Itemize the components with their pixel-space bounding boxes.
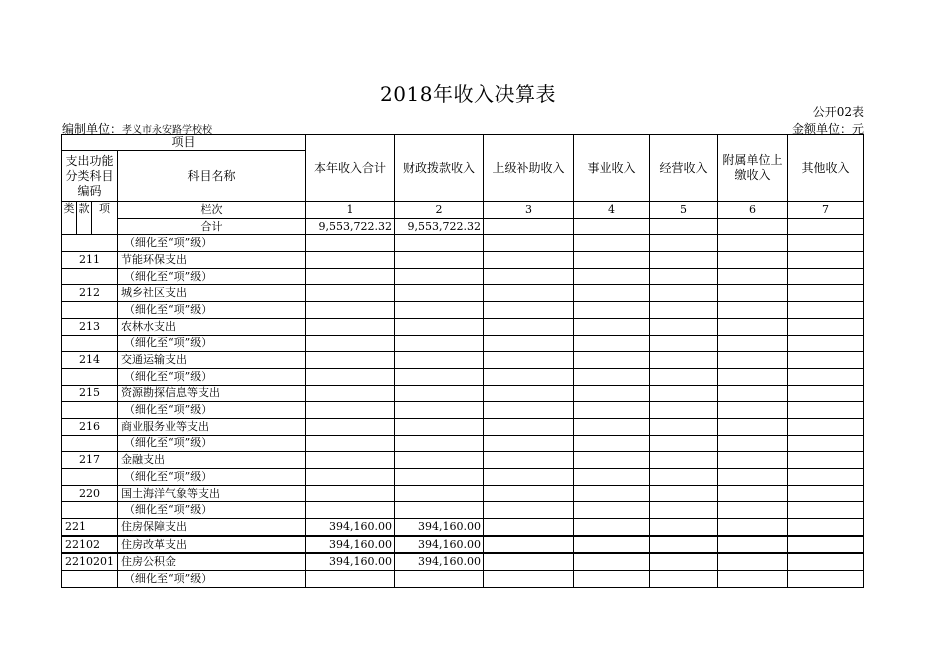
row-value-empty bbox=[650, 252, 718, 269]
row-value-fiscal bbox=[395, 402, 484, 419]
total-value bbox=[650, 218, 718, 235]
row-value-empty bbox=[574, 418, 650, 435]
row-value-empty bbox=[718, 452, 788, 469]
row-value-total bbox=[306, 418, 395, 435]
row-value-empty bbox=[574, 235, 650, 252]
row-value-empty bbox=[484, 368, 574, 385]
row-subject-name: 交通运输支出 bbox=[118, 352, 306, 369]
row-value-fiscal bbox=[395, 452, 484, 469]
table-row bbox=[62, 385, 864, 402]
row-value-fiscal bbox=[395, 435, 484, 452]
row-value-empty bbox=[718, 285, 788, 302]
table-row bbox=[62, 435, 864, 452]
row-subject-name: 住房公积金 bbox=[118, 553, 306, 570]
row-value-empty bbox=[650, 335, 718, 352]
row-value-empty bbox=[650, 285, 718, 302]
row-value-empty bbox=[484, 318, 574, 335]
row-value-empty bbox=[788, 385, 864, 402]
row-subject-name: （细化至“项”级） bbox=[118, 335, 306, 352]
header-col-6: 附属单位上缴收入 bbox=[718, 135, 788, 202]
row-value-empty bbox=[718, 302, 788, 319]
row-code: 22102 bbox=[62, 536, 118, 554]
row-value-fiscal bbox=[395, 318, 484, 335]
row-value-empty bbox=[484, 335, 574, 352]
compiler-label: 编制单位： bbox=[62, 122, 123, 136]
row-value-empty bbox=[574, 469, 650, 486]
row-value-empty bbox=[788, 302, 864, 319]
row-value-empty bbox=[484, 452, 574, 469]
row-subject-name: 商业服务业等支出 bbox=[118, 418, 306, 435]
col-number: 2 bbox=[395, 202, 484, 219]
table-row bbox=[62, 469, 864, 486]
row-value-fiscal bbox=[395, 285, 484, 302]
row-value-empty bbox=[718, 252, 788, 269]
row-code bbox=[62, 502, 118, 519]
row-value-empty bbox=[484, 536, 574, 554]
header-project: 项目 bbox=[62, 135, 306, 151]
row-code: 215 bbox=[62, 385, 118, 402]
row-value-empty bbox=[650, 268, 718, 285]
row-value-empty bbox=[718, 402, 788, 419]
row-subject-name: 节能环保支出 bbox=[118, 252, 306, 269]
row-value-empty bbox=[788, 252, 864, 269]
row-value-empty bbox=[788, 402, 864, 419]
row-value-empty bbox=[484, 268, 574, 285]
row-value-empty bbox=[574, 553, 650, 570]
row-value-empty bbox=[484, 235, 574, 252]
row-code bbox=[62, 368, 118, 385]
row-value-empty bbox=[718, 502, 788, 519]
table-row bbox=[62, 519, 864, 536]
row-value-empty bbox=[574, 571, 650, 588]
header-lanci: 栏次 bbox=[118, 202, 306, 219]
row-value-empty bbox=[718, 435, 788, 452]
row-value-empty bbox=[718, 385, 788, 402]
row-code bbox=[62, 268, 118, 285]
row-value-fiscal bbox=[395, 469, 484, 486]
row-value-empty bbox=[650, 435, 718, 452]
table-row bbox=[62, 335, 864, 352]
row-value-empty bbox=[574, 302, 650, 319]
row-subject-name: （细化至“项”级） bbox=[118, 302, 306, 319]
row-value-total bbox=[306, 502, 395, 519]
row-value-empty bbox=[718, 571, 788, 588]
table-row bbox=[62, 485, 864, 502]
row-value-total bbox=[306, 385, 395, 402]
row-value-fiscal bbox=[395, 352, 484, 369]
row-subject-name: 住房保障支出 bbox=[118, 519, 306, 536]
amount-unit: 金额单位：元 bbox=[791, 122, 864, 136]
row-value-empty bbox=[650, 553, 718, 570]
row-value-fiscal bbox=[395, 235, 484, 252]
row-value-empty bbox=[650, 352, 718, 369]
row-value-empty bbox=[574, 519, 650, 536]
row-value-empty bbox=[788, 519, 864, 536]
row-value-empty bbox=[650, 485, 718, 502]
row-code bbox=[62, 435, 118, 452]
form-number: 公开02表 bbox=[812, 105, 864, 119]
row-value-empty bbox=[788, 485, 864, 502]
row-value-total bbox=[306, 302, 395, 319]
row-value-total bbox=[306, 435, 395, 452]
row-value-empty bbox=[484, 435, 574, 452]
row-value-fiscal: 394,160.00 bbox=[395, 553, 484, 570]
row-value-fiscal bbox=[395, 418, 484, 435]
total-value bbox=[718, 218, 788, 235]
table-row bbox=[62, 352, 864, 369]
col-number: 3 bbox=[484, 202, 574, 219]
header-col-4: 事业收入 bbox=[574, 135, 650, 202]
row-value-empty bbox=[718, 485, 788, 502]
row-value-empty bbox=[718, 553, 788, 570]
row-value-empty bbox=[788, 502, 864, 519]
table-row bbox=[62, 285, 864, 302]
row-subject-name: （细化至“项”级） bbox=[118, 268, 306, 285]
row-value-empty bbox=[788, 368, 864, 385]
row-value-fiscal bbox=[395, 571, 484, 588]
row-value-fiscal: 394,160.00 bbox=[395, 519, 484, 536]
row-value-total: 394,160.00 bbox=[306, 519, 395, 536]
row-value-empty bbox=[574, 502, 650, 519]
row-code: 216 bbox=[62, 418, 118, 435]
table-row bbox=[62, 302, 864, 319]
row-subject-name: 资源勘探信息等支出 bbox=[118, 385, 306, 402]
total-value: 9,553,722.32 bbox=[306, 218, 395, 235]
col-number: 6 bbox=[718, 202, 788, 219]
row-value-total bbox=[306, 469, 395, 486]
row-value-empty bbox=[574, 268, 650, 285]
row-value-empty bbox=[718, 469, 788, 486]
row-value-empty bbox=[484, 385, 574, 402]
row-value-total bbox=[306, 368, 395, 385]
col-number: 1 bbox=[306, 202, 395, 219]
row-code bbox=[62, 469, 118, 486]
row-value-empty bbox=[484, 252, 574, 269]
row-value-empty bbox=[574, 252, 650, 269]
row-value-empty bbox=[650, 571, 718, 588]
header-xiang: 项 bbox=[92, 202, 118, 235]
row-value-empty bbox=[788, 235, 864, 252]
header-col-7: 其他收入 bbox=[788, 135, 864, 202]
row-code: 220 bbox=[62, 485, 118, 502]
row-value-empty bbox=[788, 285, 864, 302]
row-subject-name: （细化至“项”级） bbox=[118, 235, 306, 252]
row-value-fiscal bbox=[395, 385, 484, 402]
row-value-empty bbox=[574, 368, 650, 385]
row-value-total bbox=[306, 402, 395, 419]
row-code: 2210201 bbox=[62, 553, 118, 570]
table-row bbox=[62, 536, 864, 554]
row-value-empty bbox=[574, 485, 650, 502]
header-col-5: 经营收入 bbox=[650, 135, 718, 202]
total-value bbox=[574, 218, 650, 235]
row-value-empty bbox=[574, 335, 650, 352]
row-value-empty bbox=[650, 452, 718, 469]
page-title: 2018年收入决算表 bbox=[380, 82, 556, 106]
row-value-fiscal bbox=[395, 302, 484, 319]
header-subject-name: 科目名称 bbox=[118, 151, 306, 202]
row-value-empty bbox=[484, 418, 574, 435]
table-row bbox=[62, 402, 864, 419]
row-code bbox=[62, 302, 118, 319]
row-code bbox=[62, 335, 118, 352]
row-value-fiscal bbox=[395, 502, 484, 519]
row-value-empty bbox=[574, 435, 650, 452]
row-value-empty bbox=[650, 302, 718, 319]
row-code: 214 bbox=[62, 352, 118, 369]
row-value-empty bbox=[650, 519, 718, 536]
row-subject-name: 金融支出 bbox=[118, 452, 306, 469]
row-value-empty bbox=[650, 385, 718, 402]
row-value-empty bbox=[574, 452, 650, 469]
row-subject-name: （细化至“项”级） bbox=[118, 469, 306, 486]
row-value-empty bbox=[574, 352, 650, 369]
table-row bbox=[62, 318, 864, 335]
row-value-empty bbox=[788, 435, 864, 452]
row-value-total bbox=[306, 268, 395, 285]
col-number: 5 bbox=[650, 202, 718, 219]
header-col-3: 上级补助收入 bbox=[484, 135, 574, 202]
row-value-empty bbox=[788, 268, 864, 285]
row-value-empty bbox=[650, 536, 718, 554]
row-value-total bbox=[306, 571, 395, 588]
row-code: 212 bbox=[62, 285, 118, 302]
row-subject-name: （细化至“项”级） bbox=[118, 571, 306, 588]
table-row bbox=[62, 452, 864, 469]
row-value-total bbox=[306, 335, 395, 352]
row-value-empty bbox=[650, 418, 718, 435]
row-value-empty bbox=[574, 536, 650, 554]
row-code: 211 bbox=[62, 252, 118, 269]
row-value-total bbox=[306, 235, 395, 252]
row-value-empty bbox=[718, 368, 788, 385]
row-subject-name: 城乡社区支出 bbox=[118, 285, 306, 302]
table-row bbox=[62, 268, 864, 285]
row-value-fiscal bbox=[395, 268, 484, 285]
row-value-total bbox=[306, 252, 395, 269]
row-value-empty bbox=[788, 553, 864, 570]
row-value-empty bbox=[484, 302, 574, 319]
row-value-empty bbox=[788, 469, 864, 486]
row-value-empty bbox=[650, 402, 718, 419]
row-value-empty bbox=[574, 318, 650, 335]
row-value-empty bbox=[574, 402, 650, 419]
row-code: 221 bbox=[62, 519, 118, 536]
row-value-empty bbox=[650, 318, 718, 335]
row-value-total: 394,160.00 bbox=[306, 553, 395, 570]
header-col-2: 财政拨款收入 bbox=[395, 135, 484, 202]
row-subject-name: （细化至“项”级） bbox=[118, 402, 306, 419]
row-value-empty bbox=[718, 519, 788, 536]
row-value-empty bbox=[788, 318, 864, 335]
compiler-name: 孝义市永安路学校校 bbox=[122, 125, 213, 136]
row-code bbox=[62, 402, 118, 419]
row-value-empty bbox=[788, 418, 864, 435]
row-value-empty bbox=[484, 485, 574, 502]
table-row bbox=[62, 235, 864, 252]
row-value-empty bbox=[718, 418, 788, 435]
row-value-empty bbox=[788, 571, 864, 588]
col-number: 4 bbox=[574, 202, 650, 219]
row-value-empty bbox=[718, 268, 788, 285]
col-number: 7 bbox=[788, 202, 864, 219]
row-value-total bbox=[306, 318, 395, 335]
row-value-empty bbox=[484, 285, 574, 302]
row-subject-name: 住房改革支出 bbox=[118, 536, 306, 554]
total-label: 合计 bbox=[118, 218, 306, 235]
row-value-total bbox=[306, 285, 395, 302]
row-subject-name: （细化至“项”级） bbox=[118, 368, 306, 385]
row-code: 217 bbox=[62, 452, 118, 469]
row-code: 213 bbox=[62, 318, 118, 335]
table-row bbox=[62, 368, 864, 385]
row-value-empty bbox=[788, 352, 864, 369]
table-row bbox=[62, 252, 864, 269]
row-value-empty bbox=[484, 519, 574, 536]
row-value-fiscal: 394,160.00 bbox=[395, 536, 484, 554]
row-subject-name: 国土海洋气象等支出 bbox=[118, 485, 306, 502]
row-value-fiscal bbox=[395, 335, 484, 352]
row-value-empty bbox=[484, 571, 574, 588]
row-value-total bbox=[306, 352, 395, 369]
row-value-empty bbox=[650, 502, 718, 519]
row-value-empty bbox=[484, 352, 574, 369]
income-table bbox=[61, 134, 864, 588]
row-value-empty bbox=[484, 402, 574, 419]
row-value-empty bbox=[484, 502, 574, 519]
row-value-empty bbox=[650, 368, 718, 385]
row-value-empty bbox=[574, 385, 650, 402]
row-code bbox=[62, 235, 118, 252]
row-value-empty bbox=[650, 469, 718, 486]
row-value-empty bbox=[718, 536, 788, 554]
row-value-empty bbox=[484, 469, 574, 486]
row-value-empty bbox=[650, 235, 718, 252]
row-code bbox=[62, 571, 118, 588]
header-col-1: 本年收入合计 bbox=[306, 135, 395, 202]
row-value-fiscal bbox=[395, 368, 484, 385]
header-kuan: 款 bbox=[77, 202, 92, 235]
row-value-empty bbox=[718, 235, 788, 252]
header-func-code: 支出功能分类科目编码 bbox=[62, 151, 118, 202]
table-row bbox=[62, 571, 864, 588]
row-value-fiscal bbox=[395, 252, 484, 269]
table-row bbox=[62, 502, 864, 519]
row-value-empty bbox=[718, 318, 788, 335]
row-subject-name: 农林水支出 bbox=[118, 318, 306, 335]
row-value-empty bbox=[574, 285, 650, 302]
row-subject-name: （细化至“项”级） bbox=[118, 502, 306, 519]
total-value: 9,553,722.32 bbox=[395, 218, 484, 235]
row-value-total bbox=[306, 452, 395, 469]
row-value-empty bbox=[788, 536, 864, 554]
row-value-empty bbox=[718, 352, 788, 369]
table-row bbox=[62, 553, 864, 570]
row-value-empty bbox=[718, 335, 788, 352]
total-value bbox=[788, 218, 864, 235]
row-subject-name: （细化至“项”级） bbox=[118, 435, 306, 452]
row-value-total bbox=[306, 485, 395, 502]
table-row bbox=[62, 418, 864, 435]
header-lei: 类 bbox=[62, 202, 77, 235]
row-value-empty bbox=[788, 335, 864, 352]
total-value bbox=[484, 218, 574, 235]
row-value-empty bbox=[788, 452, 864, 469]
row-value-empty bbox=[484, 553, 574, 570]
row-value-fiscal bbox=[395, 485, 484, 502]
row-value-total: 394,160.00 bbox=[306, 536, 395, 554]
